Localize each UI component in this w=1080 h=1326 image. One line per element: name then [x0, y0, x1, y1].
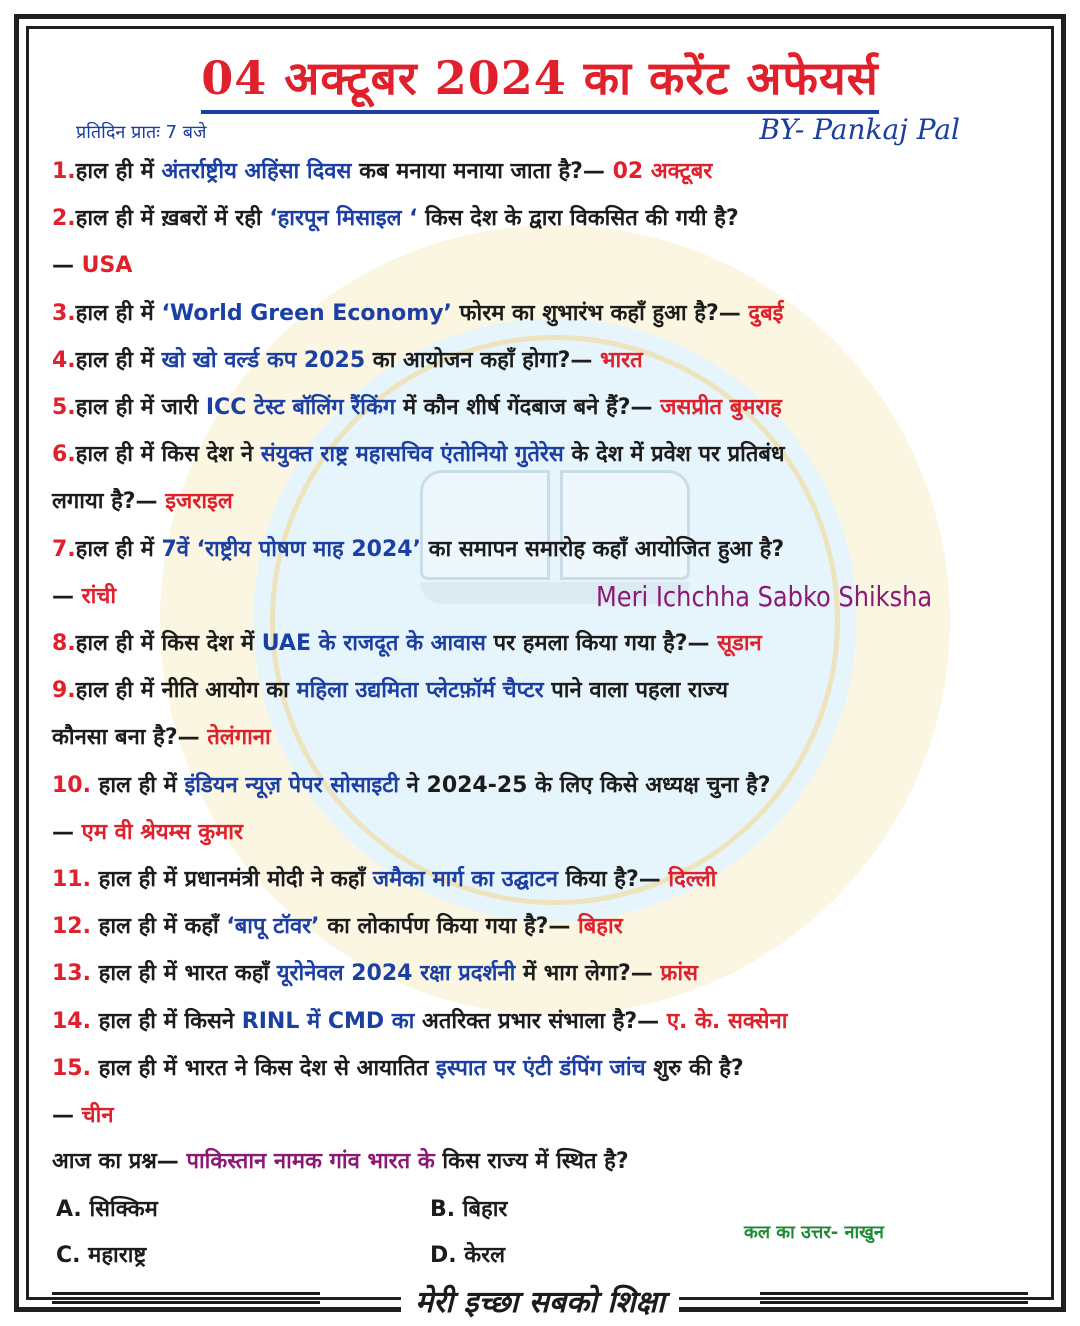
quiz-option-d: D. केरल [430, 1243, 506, 1268]
page-title: 04 अक्टूबर 2024 का करेंट अफेयर्स [0, 46, 1080, 114]
question-text: हाल ही में [75, 536, 162, 562]
question-continuation [52, 487, 233, 517]
schedule-note: प्रतिदिन प्रातः 7 बजे [76, 122, 207, 143]
question-text: हाल ही में [75, 347, 162, 373]
question-topic: जमैका मार्ग का उद्घाटन [372, 867, 558, 892]
question-text: में भाग लेगा?— [515, 961, 653, 987]
quiz-option-c: C. महाराष्ट्र [56, 1243, 147, 1268]
answer-text: ए. के. सक्सेना [659, 1008, 788, 1034]
question-topic: ‘हारपून मिसाइल ‘ [269, 206, 418, 232]
question-topic: UAE के राजदूत के आवास [261, 631, 486, 656]
question-number: 12. [52, 914, 91, 940]
question-text: हाल ही में किस देश ने [75, 442, 261, 468]
byline: BY- Pankaj Pal [759, 113, 960, 146]
answer-text: एम वी श्रेयम्स कुमार [81, 819, 244, 845]
question-topic: महिला उद्यमिता प्लेटफ़ॉर्म चैप्टर [296, 678, 544, 704]
answer-text: दिल्ली [660, 867, 717, 892]
question-text: हाल ही में भारत ने किस देश से आयातित [90, 1055, 437, 1081]
question-continuation [52, 251, 132, 281]
question-line [52, 204, 739, 234]
question-text: हाल ही में ख़बरों में रही [75, 206, 270, 232]
question-line [52, 440, 785, 470]
answer-text: बिहार [570, 914, 623, 940]
question-text: हाल ही में कहाँ [90, 914, 227, 940]
question-number: 3. [52, 300, 76, 326]
question-line [52, 1007, 787, 1037]
question-continuation [52, 818, 243, 848]
yesterday-answer: कल का उत्तर- नाखुन [744, 1222, 884, 1243]
answer-text: फ्रांस [652, 961, 698, 987]
question-continuation [52, 1101, 114, 1131]
question-topic: संयुक्त राष्ट्र महासचिव एंतोनियो गुतेरेस [260, 442, 564, 468]
question-text: — [52, 819, 82, 845]
question-line [52, 157, 712, 187]
question-text: हाल ही में [75, 159, 162, 184]
question-topic: खो खो वर्ल्ड कप 2025 [161, 347, 366, 373]
question-text: पर हमला किया गया है?— [485, 631, 710, 656]
question-text: फोरम का शुभारंभ कहाँ हुआ है?— [451, 300, 741, 326]
question-topic: यूरोनेवल 2024 रक्षा प्रदर्शनी [276, 961, 516, 987]
answer-text: USA [81, 253, 133, 279]
footer [0, 1280, 1080, 1321]
question-text: हाल ही में किस देश में [75, 631, 262, 656]
question-number: 7. [52, 536, 76, 562]
question-text: हाल ही में प्रधानमंत्री मोदी ने कहाँ [90, 867, 373, 892]
question-number: 5. [52, 395, 76, 420]
question-line [52, 912, 623, 942]
question-text: ने 2024-25 के लिए किसे अध्यक्ष चुना है? [398, 772, 771, 798]
question-text: अतरिक्त प्रभार संभाला है?— [414, 1008, 660, 1034]
question-text: हाल ही में किसने [90, 1008, 242, 1034]
quiz-option-a: A. सिक्किम [56, 1197, 158, 1222]
question-text: हाल ही में नीति आयोग का [75, 678, 297, 704]
question-text: का समापन समारोह कहाँ आयोजित हुआ है? [420, 536, 785, 562]
question-text: हाल ही में [90, 772, 185, 798]
question-topic: इस्पात पर एंटी डंपिंग जांच [436, 1055, 646, 1081]
question-text: — [52, 253, 82, 279]
question-topic: अंतर्राष्ट्रीय अहिंसा दिवस [161, 159, 352, 184]
question-number: 15. [52, 1055, 91, 1081]
question-text: में कौन शीर्ष गेंदबाज बने हैं?— [395, 395, 653, 420]
quiz-option-b: B. बिहार [430, 1197, 508, 1222]
question-text: किया है?— [557, 867, 661, 892]
question-number: 13. [52, 961, 91, 987]
footer-tagline: मेरी इच्छा सबको शिक्षा [401, 1280, 679, 1321]
question-number: 10. [52, 772, 91, 798]
question-text: किस देश के द्वारा विकसित की गयी है? [417, 206, 739, 232]
question-line [52, 771, 771, 801]
watermark-brand: Meri Ichchha Sabko Shiksha [596, 580, 933, 613]
question-text: कौनसा बना है?— [52, 725, 208, 751]
question-text: कब मनाया मनाया जाता है?— [351, 159, 605, 184]
question-line [52, 346, 643, 376]
question-continuation [52, 723, 271, 753]
question-line [52, 676, 728, 706]
question-text: लगाया है?— [52, 489, 166, 515]
question-continuation [52, 582, 116, 612]
question-number: 11. [52, 867, 91, 892]
answer-text: 02 अक्टूबर [604, 159, 713, 184]
question-topic: RINL में CMD का [241, 1008, 415, 1034]
question-line [52, 865, 716, 895]
question-text: शुरु की है? [645, 1055, 744, 1081]
question-text: के देश में प्रवेश पर प्रतिबंध [563, 442, 785, 468]
question-number: 8. [52, 631, 76, 656]
question-text: का लोकार्पण किया गया है?— [319, 914, 571, 940]
answer-text: रांची [81, 583, 117, 609]
question-line [52, 393, 782, 423]
question-topic: इंडियन न्यूज़ पेपर सोसाइटी [184, 772, 399, 798]
question-number: 2. [52, 206, 76, 232]
question-number: 6. [52, 442, 76, 468]
answer-text: इजराइल [165, 489, 233, 515]
question-line [52, 299, 783, 329]
question-line [52, 959, 698, 989]
question-text: — [52, 583, 82, 609]
answer-text: सूडान [709, 631, 762, 656]
question-topic: ‘World Green Economy’ [161, 300, 452, 326]
question-number: 1. [52, 159, 76, 184]
answer-text: जसप्रीत बुमराह [652, 395, 782, 420]
question-number: 9. [52, 678, 76, 704]
question-text: का आयोजन कहाँ होगा?— [365, 347, 593, 373]
question-text: हाल ही में भारत कहाँ [90, 961, 277, 987]
question-topic: 7वें ‘राष्ट्रीय पोषण माह 2024’ [161, 536, 421, 562]
question-text: हाल ही में जारी [75, 395, 206, 420]
question-text: हाल ही में [75, 300, 162, 326]
question-number: 4. [52, 347, 76, 373]
question-line [52, 629, 762, 659]
question-text: पाने वाला पहला राज्य [543, 678, 729, 704]
question-topic: ‘बापू टॉवर’ [226, 914, 320, 940]
question-number: 14. [52, 1008, 91, 1034]
quiz-question: आज का प्रश्न— पाकिस्तान नामक गांव भारत के किस राज्य में स्थित है? [52, 1149, 629, 1174]
question-line [52, 535, 784, 565]
answer-text: तेलंगाना [207, 725, 271, 751]
answer-text: चीन [81, 1103, 114, 1128]
question-text: — [52, 1103, 82, 1128]
question-line [52, 1054, 744, 1084]
answer-text: भारत [592, 347, 643, 373]
question-topic: ICC टेस्ट बॉलिंग रैंकिंग [205, 395, 396, 420]
answer-text: दुबई [740, 300, 784, 326]
